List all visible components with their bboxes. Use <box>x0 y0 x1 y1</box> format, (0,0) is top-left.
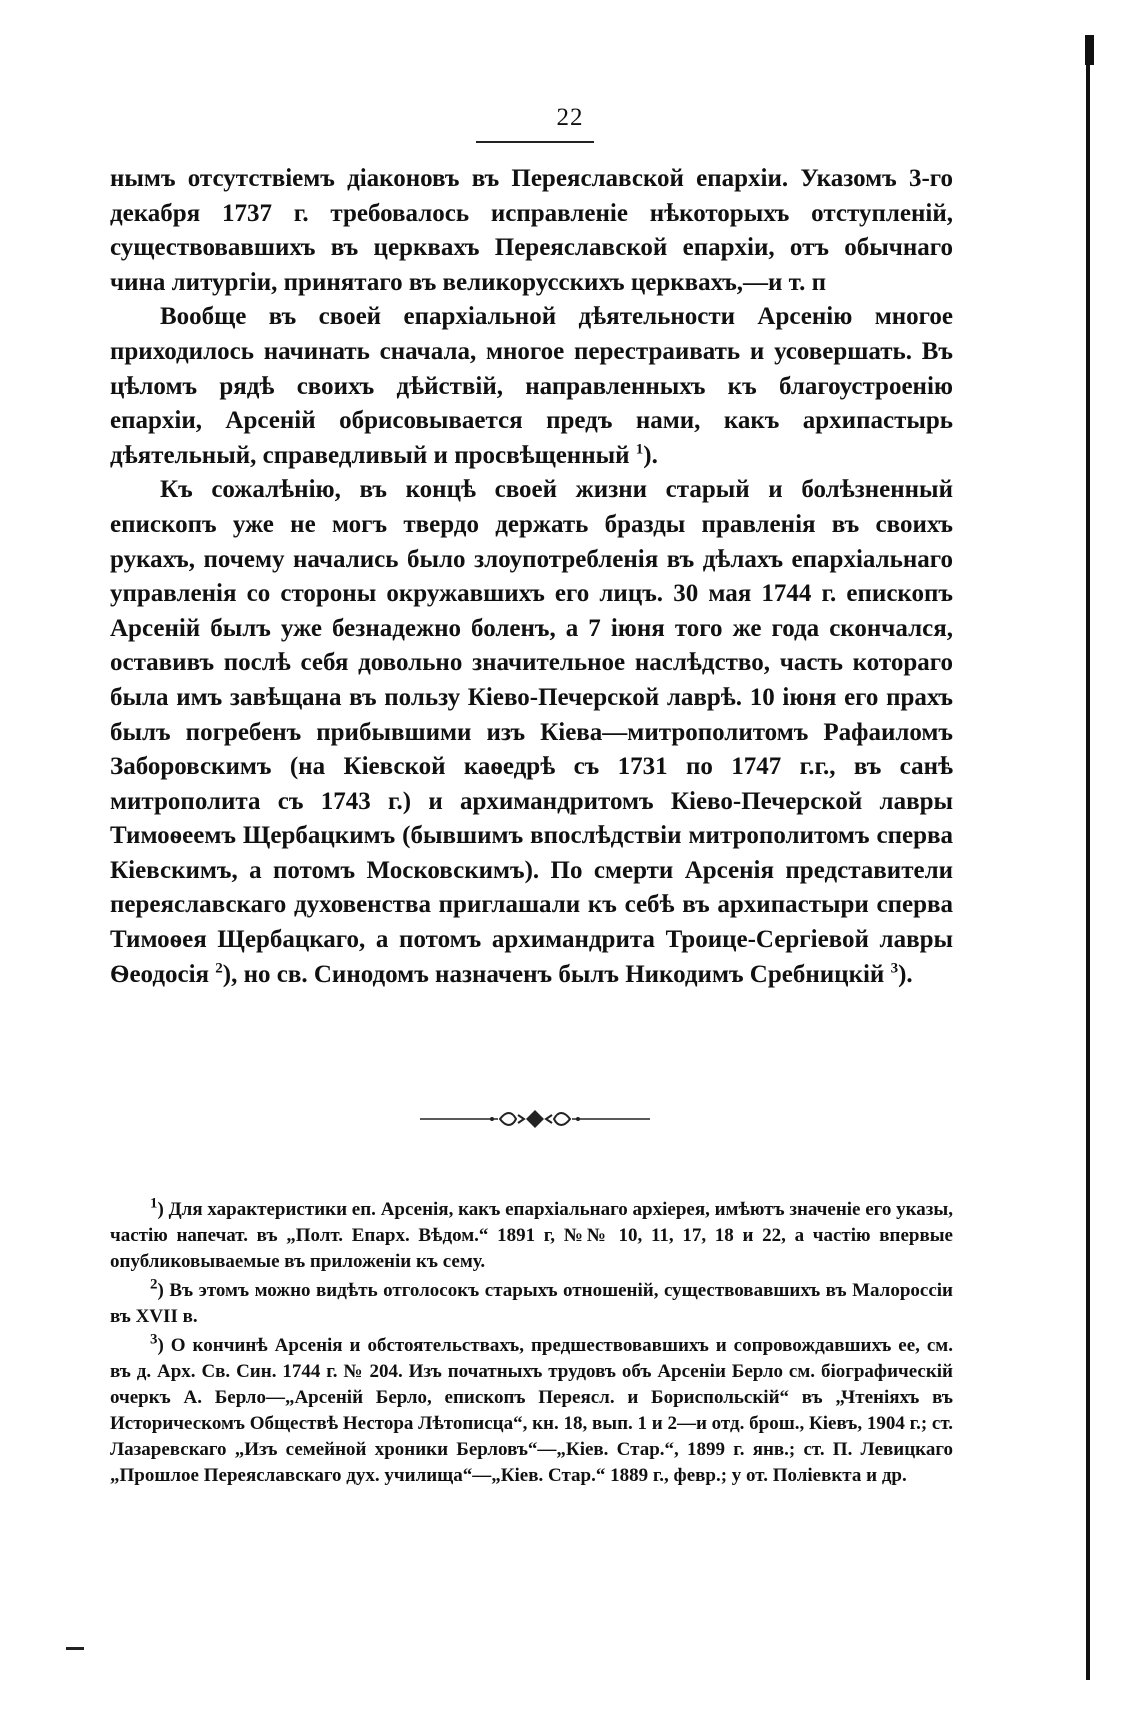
footnote-ref-1[interactable]: 1 <box>635 441 644 458</box>
page-number: 22 <box>556 104 584 131</box>
paragraph-3-text-b: ), но св. Синодомъ назначенъ былъ Никодимъ Сребницкій <box>222 960 891 988</box>
paragraph-2 <box>110 300 953 473</box>
paragraph-2-end: ). <box>643 441 658 469</box>
footnote-2 <box>110 1278 953 1330</box>
main-text <box>110 162 953 992</box>
paragraph-2-text: Вообще въ своей епархіальной дѣятельности Арсенію многое приходилось начинать сначала, многое перестраивать и усовершать. Въ цѣломъ рядѣ своихъ дѣйствій, направленныхъ къ благоустроенію епархіи, Арсеній обрисовывается предъ нами, какъ архипастырь дѣятельный, справедливый и просвѣщенный <box>110 303 953 469</box>
footnote-ref-2[interactable]: 2 <box>215 960 223 977</box>
paragraph-3-end: ). <box>898 960 913 988</box>
footnote-3-mark: 3 <box>150 1331 158 1348</box>
paragraph-1-text: нымъ отсутствіемъ діаконовъ въ Переяславской епархіи. Указомъ 3-го декабря 1737 г. требовалось исправленіе нѣкоторыхъ отступленій, существовавшихъ въ церквахъ Переяславской епархіи, отъ обычнаго чина литургіи, принятаго въ великорусскихъ церквахъ,—и т. п <box>110 165 953 296</box>
page-number-rule <box>476 141 594 143</box>
paragraph-3 <box>110 473 953 992</box>
footnotes <box>110 1197 953 1492</box>
paragraph-1 <box>110 162 953 300</box>
footnote-ref-3[interactable]: 3 <box>890 960 899 977</box>
footnote-2-mark: 2 <box>150 1276 158 1293</box>
footnote-3 <box>110 1333 953 1489</box>
footnote-1-mark: 1 <box>150 1195 158 1212</box>
footnote-1-text: ) Для характеристики еп. Арсенія, какъ епархіальнаго архіерея, имѣютъ значеніе его указы, частію напечат. въ „Полт. Епарх. Вѣдом.“ 1891 г, №№ 10, 11, 17, 18 и 22, а частію впервые опубликовываемые въ приложеніи къ сему. <box>110 1199 953 1272</box>
page-edge-line <box>1086 40 1090 1680</box>
paragraph-3-text-a: Къ сожалѣнію, въ концѣ своей жизни старый и болѣзненный епископъ уже не могъ твердо держать бразды правленія въ своихъ рукахъ, почему начались было злоупотребленія въ дѣлахъ епархіальнаго управленія со стороны окружавшихъ его лицъ. 30 мая 1744 г. епископъ Арсеній былъ уже безнадежно боленъ, а 7 іюня того же года скончался, оставивъ послѣ себя довольно значительное наслѣдство, часть котораго была имъ завѣщана въ пользу Кіево-Печерской лаврѣ. 10 іюня его прахъ былъ погребенъ прибывшими изъ Кіева—митрополитомъ Рафаиломъ Заборовскимъ (на Кіевской каѳедрѣ съ 1731 по 1747 г.г., въ санѣ митрополита съ 1743 г.) и архимандритомъ Кіево-Печерской лавры Тимоѳеемъ Щербацкимъ (бывшимъ впослѣдствіи митрополитомъ сперва Кіевскимъ, а потомъ Московскимъ). По смерти Арсенія представители переяславскаго духовенства приглашали къ себѣ въ архипастыри сперва Тимоѳея Щербацкаго, а потомъ архимандрита Троице-Сергіевой лавры Ѳеодосія <box>110 476 953 988</box>
footnote-2-text: ) Въ этомъ можно видѣть отголосокъ старыхъ отношеній, существовавшихъ въ Малороссіи въ XVII в. <box>110 1280 953 1327</box>
margin-dash <box>66 1647 84 1650</box>
decorative-divider-icon <box>420 1107 650 1131</box>
footnote-1 <box>110 1197 953 1275</box>
footnote-3-text: ) О кончинѣ Арсенія и обстоятельствахъ, предшествовавшихъ и сопровождавшихъ ее, см. въ д. Арх. Св. Син. 1744 г. № 204. Изъ початныхъ трудовъ объ Арсеніи Берло см. біографическій очеркъ А. Берло—„Арсеній Берло, епископъ Переясл. и Бориспольскій“ въ „Чтеніяхъ въ Историческомъ Обществѣ Нестора Лѣтописца“, кн. 18, вып. 1 и 2—и отд. брош., Кіевъ, 1904 г.; ст. Лазаревскаго „Изъ семейной хроники Берловъ“—„Кіев. Стар.“, 1899 г. янв.; ст. П. Левицкаго „Прошлое Переяславскаго дух. училища“—„Кіев. Стар.“ 1889 г., февр.; у от. Поліевкта и др. <box>110 1335 953 1486</box>
